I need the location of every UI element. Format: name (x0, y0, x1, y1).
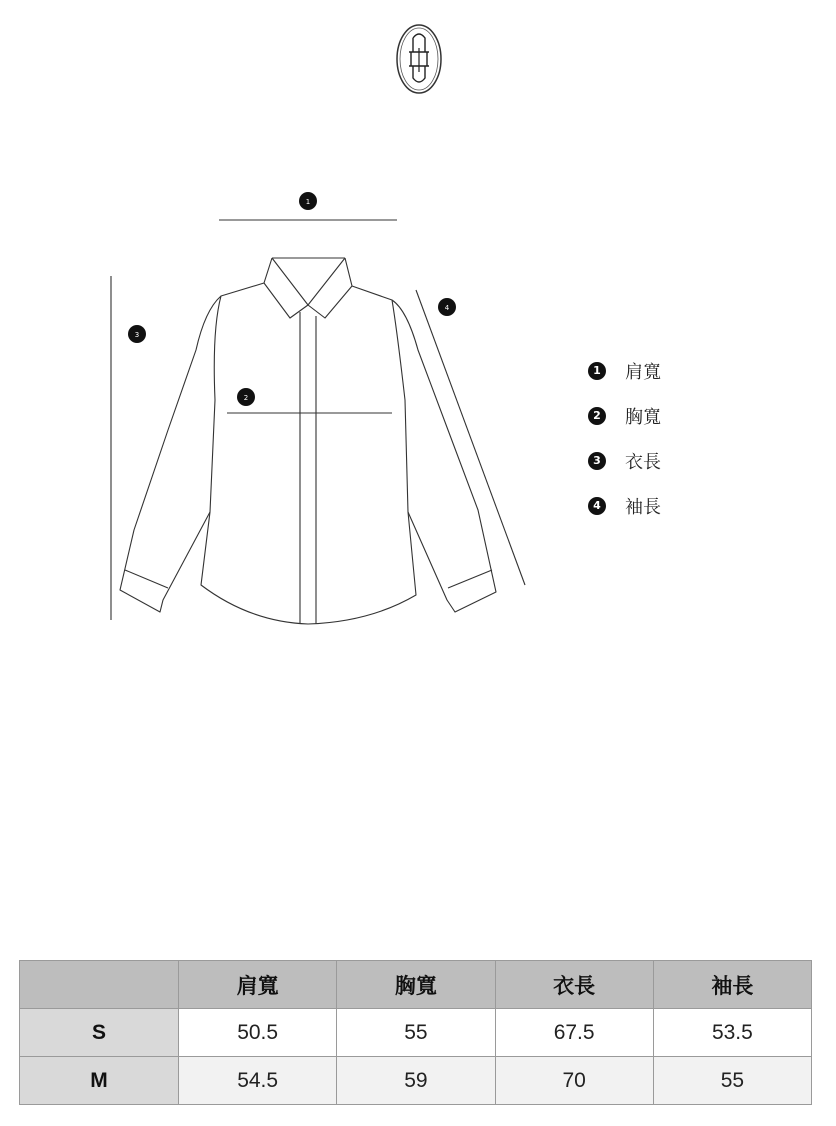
marker-sleeve (438, 298, 456, 316)
svg-text:1: 1 (305, 198, 311, 206)
size-chart-table (19, 960, 812, 1105)
table-header-cell: 衣長 (495, 961, 653, 1009)
table-cell: 53.5 (653, 1009, 811, 1057)
size-label: S (20, 1009, 179, 1057)
left-sleeve (120, 296, 221, 612)
table-row (20, 1057, 812, 1105)
table-cell: 55 (337, 1009, 495, 1057)
table-header-row (20, 961, 812, 1009)
legend-label: 袖長 (625, 496, 661, 518)
marker-chest (237, 388, 255, 406)
svg-text:3: 3 (134, 331, 140, 339)
table-cell: 70 (495, 1057, 653, 1105)
marker-length (128, 325, 146, 343)
right-sleeve (392, 300, 496, 612)
table-row (20, 1009, 812, 1057)
size-label: M (20, 1057, 179, 1105)
table-header-cell: 胸寬 (337, 961, 495, 1009)
table-header-cell: 袖長 (653, 961, 811, 1009)
table-cell: 55 (653, 1057, 811, 1105)
table-header-cell: 肩寬 (179, 961, 337, 1009)
legend-number: 2 (588, 407, 606, 425)
legend-label: 肩寬 (625, 361, 661, 383)
table-header-cell (20, 961, 179, 1009)
legend-number: 4 (588, 497, 606, 515)
legend-number: 3 (588, 452, 606, 470)
shirt-body (201, 283, 416, 624)
legend-label: 衣長 (625, 451, 661, 473)
marker-shoulder (299, 192, 317, 210)
measurement-legend (588, 348, 661, 528)
svg-text:4: 4 (444, 304, 450, 312)
table-cell: 54.5 (179, 1057, 337, 1105)
table-cell: 67.5 (495, 1009, 653, 1057)
shirt-collar (264, 258, 352, 318)
table-cell: 50.5 (179, 1009, 337, 1057)
legend-item (588, 438, 661, 483)
legend-item (588, 393, 661, 438)
legend-item (588, 348, 661, 393)
legend-number: 1 (588, 362, 606, 380)
legend-label: 胸寬 (625, 406, 661, 428)
table-cell: 59 (337, 1057, 495, 1105)
legend-item (588, 483, 661, 528)
svg-text:2: 2 (243, 394, 249, 402)
sleeve-measure-line (416, 290, 525, 585)
